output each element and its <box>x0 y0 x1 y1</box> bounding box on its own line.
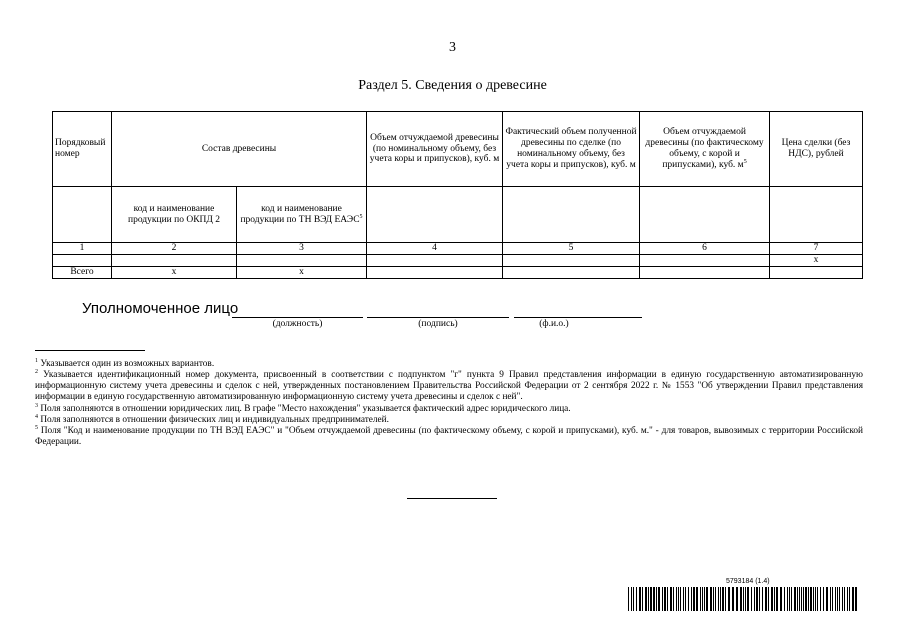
barcode-bar <box>837 587 838 611</box>
barcode-bar <box>820 587 821 611</box>
position-caption: (должность) <box>272 319 323 329</box>
cell[interactable] <box>367 255 503 267</box>
barcode-bar <box>702 587 703 611</box>
barcode-bar <box>736 587 738 611</box>
footnote-num: 3 <box>35 402 38 409</box>
barcode-bar <box>817 587 818 611</box>
barcode-bar <box>813 587 814 611</box>
barcode-bar <box>743 587 744 611</box>
footnote-separator <box>35 350 145 351</box>
barcode-bar <box>732 587 734 611</box>
barcode-bar <box>667 587 668 611</box>
sub4-empty <box>367 187 503 243</box>
footnote <box>35 404 863 415</box>
barcode-bar <box>768 587 769 611</box>
barcode-bar <box>751 587 752 611</box>
barcode-bar <box>823 587 824 611</box>
cell[interactable] <box>112 255 237 267</box>
barcode-bar <box>631 587 632 611</box>
col6-header <box>640 112 770 187</box>
footnote <box>35 415 863 426</box>
barcode-bar <box>765 587 767 611</box>
footnote-text: Указывается идентификационный номер документа, присвоенный в соответствии с подпунктом "г" пункта 9 Правил представления информации в единую государственную автоматизированную информационную систему учета древесины и сделок с ней, утвержденных постановлением Правительства Российской Федерации от 2 сентября 2022 г. № 1553 "Об утверждении Правил представления информации в единую государственную автоматизированную информационную систему учета древесины и сделок с ней". <box>35 370 864 403</box>
barcode-number: 5793184 (1.4) <box>726 578 770 585</box>
sub2-header: код и наименование продукции по ОКПД 2 <box>112 187 237 243</box>
sub5-empty <box>503 187 640 243</box>
barcode-bar <box>676 587 677 611</box>
barcode-bar <box>839 587 840 611</box>
barcode-bar <box>691 587 692 611</box>
barcode-bar <box>756 587 758 611</box>
section-title: Раздел 5. Сведения о древесине <box>358 78 547 93</box>
footnote-text: Поля заполняются в отношении физических лиц и индивидуальных предпринимателей. <box>40 414 389 425</box>
barcode-bar <box>789 587 790 611</box>
barcode-bar <box>673 587 674 611</box>
barcode-bar <box>808 587 809 611</box>
col-number: 6 <box>640 243 770 255</box>
footnote-text: Поля "Код и наименование продукции по ТН ВЭД ЕАЭС" и "Объем отчуждаемой древесины (по фактическому объему, с корой и припусками), куб. м." - для товаров, вывозимых с территории Российской Федерации. <box>35 425 863 448</box>
col-number: 4 <box>367 243 503 255</box>
barcode-bar <box>780 587 782 611</box>
barcode-bar <box>678 587 679 611</box>
col-number: 7 <box>770 243 863 255</box>
col7-header: Цена сделки (без НДС), рублей <box>770 112 863 187</box>
sub7-empty <box>770 187 863 243</box>
barcode-bar <box>725 587 726 611</box>
barcode-bar <box>849 587 850 611</box>
col6-header-text: Объем отчуждаемой древесины (по фактическому объему, с корой и припусками), куб. м <box>645 127 764 170</box>
barcode-bar <box>720 587 721 611</box>
barcode-bar <box>797 587 798 611</box>
barcode-bar <box>842 587 843 611</box>
footnote-text: Указывается один из возможных вариантов. <box>40 359 215 369</box>
barcode-bar <box>700 587 701 611</box>
barcode-bar <box>794 587 796 611</box>
col23-header: Состав древесины <box>112 112 367 187</box>
barcode-bar <box>715 587 716 611</box>
barcode-bar <box>693 587 695 611</box>
barcode-bar <box>787 587 788 611</box>
barcode-bar <box>656 587 657 611</box>
authorized-person-label: Уполномоченное лицо <box>82 300 239 317</box>
cell[interactable] <box>640 255 770 267</box>
barcode-bar <box>639 587 641 611</box>
signature-caption: (подпись) <box>418 319 458 329</box>
footnote-text: Поля заполняются в отношении юридических лиц. В графе "Место нахождения" указывается фактический адрес юридического лица. <box>40 403 571 414</box>
column-numbers-row <box>53 243 863 255</box>
barcode-bar <box>754 587 755 611</box>
total-cell[interactable] <box>503 267 640 279</box>
barcode-bar <box>826 587 828 611</box>
barcode-bar <box>664 587 666 611</box>
name-caption: (ф.и.о.) <box>539 319 569 329</box>
barcode-bar <box>633 587 634 611</box>
barcode-bar <box>759 587 760 611</box>
barcode-bar <box>706 587 708 611</box>
col5-header: Фактический объем полученной древесины по сделке (по номинальному объему, без учета коры и припусков), куб. м <box>503 112 640 187</box>
footnote-num: 4 <box>35 413 38 420</box>
barcode-bar <box>685 587 686 611</box>
col-number: 2 <box>112 243 237 255</box>
barcode-bar <box>683 587 684 611</box>
page-number: 3 <box>449 40 456 55</box>
barcode-bar <box>791 587 792 611</box>
barcode-bar <box>776 587 778 611</box>
col4-header: Объем отчуждаемой древесины (по номинальному объему, без учета коры и припусков), куб. м <box>367 112 503 187</box>
barcode-bar <box>696 587 698 611</box>
barcode-bar <box>636 587 637 611</box>
total-x-col2: x <box>112 267 237 279</box>
barcode-bar <box>832 587 833 611</box>
sub3-header <box>237 187 367 243</box>
bottom-rule <box>407 498 497 499</box>
barcode-bar <box>844 587 845 611</box>
footnote <box>35 370 863 403</box>
cell[interactable] <box>53 255 112 267</box>
total-label: Всего <box>53 267 112 279</box>
barcode-bar <box>847 587 848 611</box>
total-cell[interactable] <box>640 267 770 279</box>
barcode-bar <box>642 587 643 611</box>
barcode-bar <box>801 587 802 611</box>
total-cell[interactable] <box>367 267 503 279</box>
barcode-bar <box>745 587 746 611</box>
footnote <box>35 359 863 370</box>
barcode-bar <box>815 587 816 611</box>
sub1-empty <box>53 187 112 243</box>
barcode-bar <box>653 587 655 611</box>
barcode-bar <box>650 587 652 611</box>
cell[interactable] <box>503 255 640 267</box>
barcode-bar <box>680 587 681 611</box>
barcode-bar <box>645 587 647 611</box>
col-number: 5 <box>503 243 640 255</box>
barcode-bar <box>648 587 649 611</box>
footnote-num: 1 <box>35 357 38 364</box>
barcode-bar <box>722 587 724 611</box>
barcode-bar <box>658 587 660 611</box>
barcode-bar <box>771 587 773 611</box>
barcode-bar <box>704 587 705 611</box>
footnote <box>35 426 863 448</box>
barcode-bar <box>710 587 712 611</box>
col6-footnote-ref: 5 <box>743 158 747 165</box>
signature-line[interactable] <box>367 299 509 318</box>
footnote-num: 5 <box>35 424 38 431</box>
barcode-bar <box>805 587 807 611</box>
col-number: 3 <box>237 243 367 255</box>
barcode-bar <box>852 587 854 611</box>
cell-x: x <box>770 255 863 267</box>
total-row <box>53 267 863 279</box>
data-row <box>53 255 863 267</box>
barcode-bar <box>835 587 836 611</box>
barcode-bar <box>662 587 663 611</box>
barcode-bar <box>830 587 831 611</box>
name-line[interactable] <box>514 299 642 318</box>
barcode-bar <box>784 587 785 611</box>
barcode-bar <box>810 587 812 611</box>
barcode-bar <box>803 587 804 611</box>
barcode-bar <box>728 587 730 611</box>
col-number: 1 <box>53 243 112 255</box>
barcode-bar <box>774 587 775 611</box>
sub3-footnote-ref: 5 <box>359 213 363 220</box>
total-cell[interactable] <box>770 267 863 279</box>
col1-header: Порядковый номер <box>53 112 112 187</box>
barcode-bar <box>855 587 857 611</box>
barcode-bar <box>713 587 714 611</box>
barcode-bar <box>762 587 763 611</box>
barcode-bar <box>740 587 742 611</box>
footnote-num: 2 <box>35 369 38 376</box>
barcode-bar <box>670 587 672 611</box>
sub3-header-text: код и наименование продукции по ТН ВЭД ЕАЭС <box>240 203 360 225</box>
barcode-bar <box>747 587 749 611</box>
barcode-bar <box>718 587 719 611</box>
barcode-bar <box>688 587 689 611</box>
barcode-bar <box>799 587 800 611</box>
wood-info-table <box>52 111 863 279</box>
total-x-col3: x <box>237 267 367 279</box>
barcode <box>628 587 858 611</box>
barcode-bar <box>628 587 629 611</box>
sub6-empty <box>640 187 770 243</box>
cell[interactable] <box>237 255 367 267</box>
position-line[interactable] <box>232 299 363 318</box>
footnotes <box>35 359 863 448</box>
